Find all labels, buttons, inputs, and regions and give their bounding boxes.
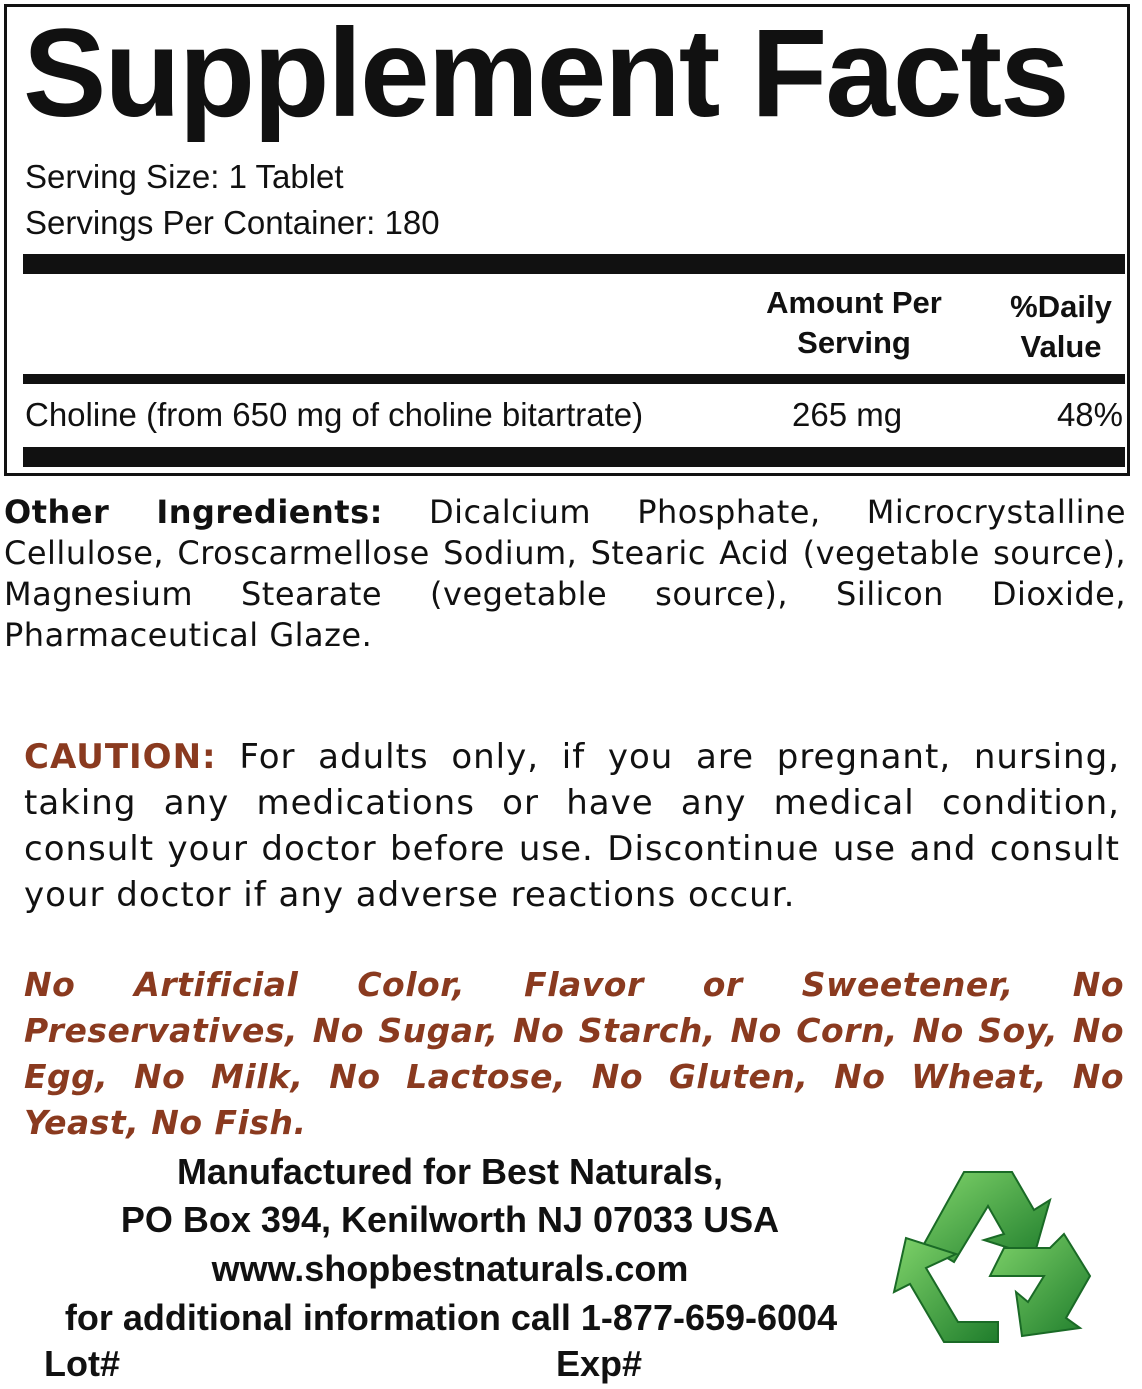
table-row [25, 393, 1123, 437]
panel-title: Supplement Facts [23, 4, 1068, 143]
caution-text: For adults only, if you are pregnant, nursing, taking any medications or have any medical condition, consult your doctor before use. Discontinue use and consult your doctor if any adverse reactions occur. [24, 737, 1120, 915]
recycle-icon [884, 1158, 1102, 1358]
expiration-label: Exp# [556, 1343, 643, 1384]
medium-divider [23, 374, 1125, 384]
nutrient-name: Choline (from 650 mg of choline bitartrate) [25, 396, 644, 433]
daily-value-column-header [993, 287, 1129, 367]
daily-header-line1: %Daily [1010, 289, 1112, 324]
amount-header-line2: Serving [797, 325, 911, 360]
other-ingredients-text: Dicalcium Phosphate, Microcrystalline Cellulose, Croscarmellose Sodium, Stearic Acid (vegetable source), Magnesium Stearate (vegetable source), Silicon Dioxide, Pharmaceutical Glaze. [4, 493, 1127, 654]
other-ingredients-label: Other Ingredients: [4, 493, 383, 531]
manufacturer-address: PO Box 394, Kenilworth NJ 07033 USA [120, 1199, 780, 1240]
daily-header-line2: Value [1020, 329, 1102, 364]
thick-divider-bottom [23, 447, 1125, 467]
free-from-statement: No Artificial Color, Flavor or Sweetener, No Preservatives, No Sugar, No Starch, No Corn, No Soy, No Egg, No Milk, No Lactose, No Gluten, No Wheat, No Yeast, No Fish. [24, 965, 1124, 1142]
thick-divider-top [23, 254, 1125, 274]
caution-label: CAUTION: [24, 737, 217, 777]
other-ingredients [4, 492, 1126, 656]
manufacturer-website: www.shopbestnaturals.com [211, 1248, 689, 1289]
manufacturer-line: Manufactured for Best Naturals, [176, 1151, 724, 1192]
nutrient-amount: 265 mg [792, 396, 903, 433]
amount-column-header [751, 283, 957, 363]
manufacturer-phone: for additional information call 1-877-659-6004 [64, 1297, 838, 1338]
lot-number-label: Lot# [44, 1343, 120, 1384]
servings-per-container: Servings Per Container: 180 [25, 204, 440, 241]
amount-header-line1: Amount Per [766, 285, 942, 320]
serving-size: Serving Size: 1 Tablet [25, 158, 344, 195]
nutrient-daily-value: 48% [1056, 396, 1123, 433]
caution-statement [24, 734, 1120, 918]
supplement-facts-panel [4, 4, 1130, 476]
